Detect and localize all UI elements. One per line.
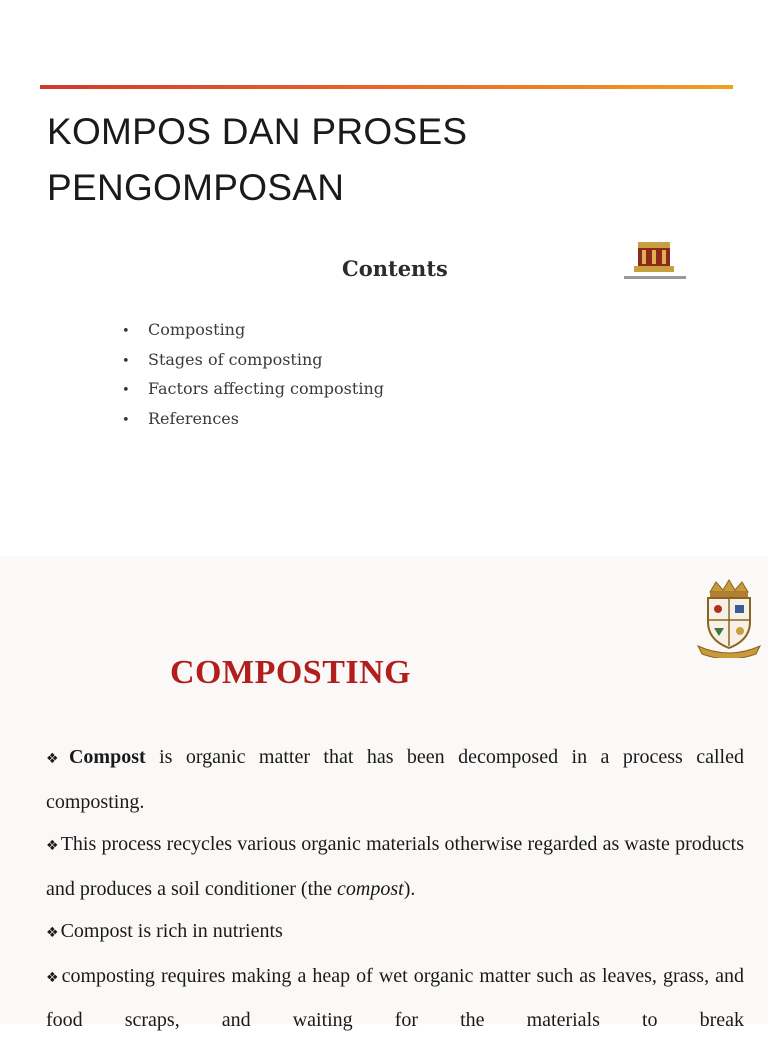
bullet-icon: • bbox=[122, 412, 130, 428]
contents-item: • Composting bbox=[122, 315, 384, 345]
document-title-line-2: PENGOMPOSAN bbox=[47, 167, 345, 208]
bullet-icon: • bbox=[122, 324, 130, 339]
bullet-icon: • bbox=[122, 353, 130, 369]
contents-slide bbox=[0, 240, 768, 540]
college-crest-icon bbox=[622, 240, 688, 286]
document-title bbox=[47, 104, 687, 216]
bullet-paragraph: ❖ Compost is organic matter that has been decomposed in a process called composting. bbox=[46, 746, 744, 813]
composting-slide bbox=[0, 556, 768, 1031]
document-title-line-1: KOMPOS DAN PROSES bbox=[47, 111, 468, 152]
bullet-paragraph: ❖ This process recycles various organic materials otherwise regarded as waste products and produces a soil conditioner (the compost). bbox=[46, 833, 744, 900]
bullet-icon: • bbox=[122, 383, 130, 398]
title-accent-line bbox=[40, 85, 733, 89]
contents-item: • References bbox=[122, 404, 384, 434]
contents-title: Contents bbox=[342, 256, 448, 281]
contents-list bbox=[122, 315, 384, 433]
diamond-bullet-icon: ❖ bbox=[46, 838, 59, 854]
diamond-bullet-icon: ❖ bbox=[46, 969, 60, 986]
contents-item: • Stages of composting bbox=[122, 345, 384, 375]
diamond-bullet-icon: ❖ bbox=[46, 751, 67, 767]
bullet-paragraph: ❖ Compost is rich in nutrients bbox=[46, 920, 283, 942]
composting-bullets bbox=[46, 736, 744, 1042]
college-crest-icon bbox=[696, 578, 762, 658]
bullet-paragraph: ❖ composting requires making a heap of wet organic matter such as leaves, grass, and food scraps, and waiting for the materials to break bbox=[46, 964, 744, 1031]
contents-item: • Factors affecting composting bbox=[122, 374, 384, 404]
section-title: COMPOSTING bbox=[170, 654, 412, 691]
diamond-bullet-icon: ❖ bbox=[46, 925, 59, 941]
